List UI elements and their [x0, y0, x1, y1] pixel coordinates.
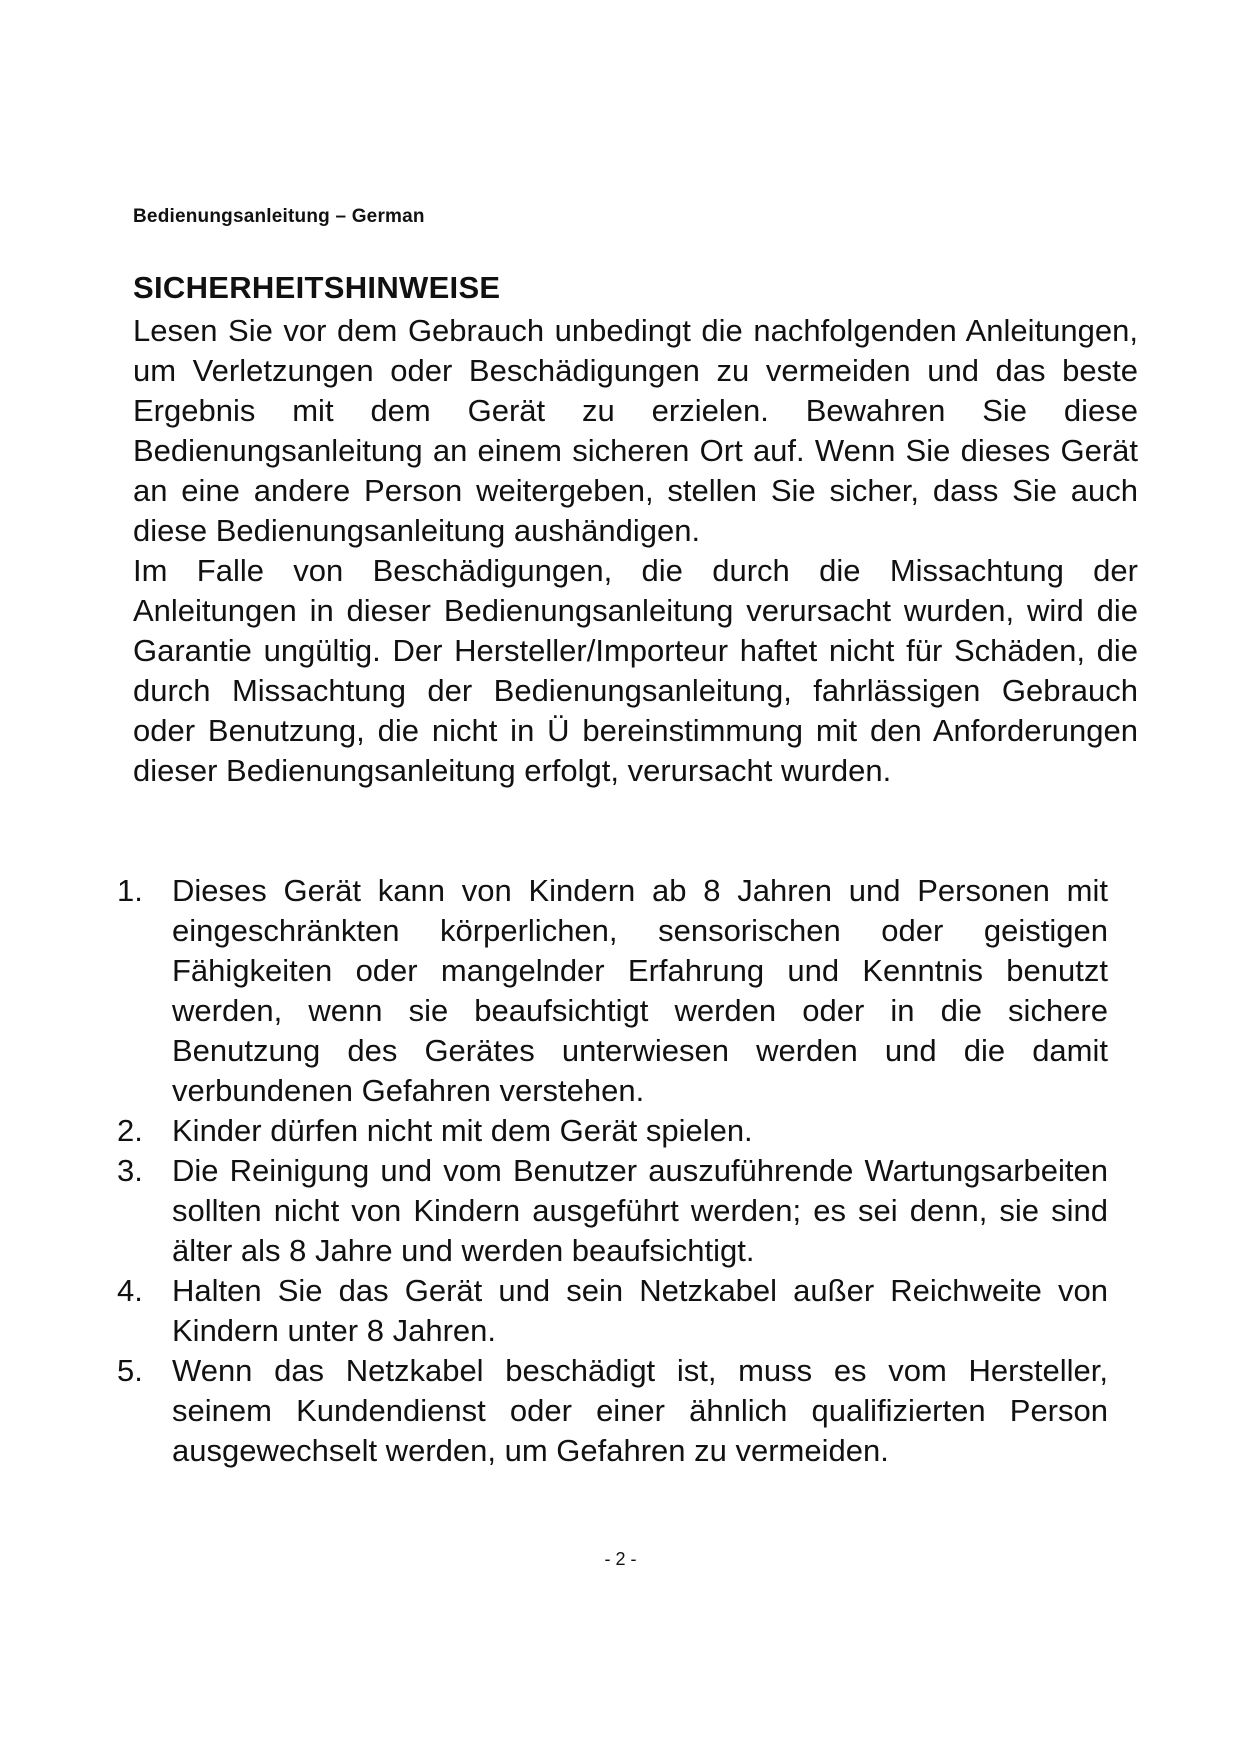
list-item-number: 2.: [117, 1113, 143, 1148]
list-item-number: 5.: [117, 1353, 143, 1388]
list-item-text: Kinder dürfen nicht mit dem Gerät spielen.: [172, 1113, 753, 1148]
list-item: [0, 1351, 1241, 1471]
list-item-text: Halten Sie das Gerät und sein Netzkabel außer Reichweite von Kindern unter 8 Jahren.: [172, 1273, 1108, 1348]
intro-paragraph: Lesen Sie vor dem Gebrauch unbedingt die nachfolgenden Anleitungen, um Verletzungen oder Beschädigungen zu vermeiden und das beste Ergebnis mit dem Gerät zu erzielen. Bewahren Sie diese Bedienungsanleitung an einem sicheren Ort auf. Wenn Sie dieses Gerät an eine andere Person weitergeben, stellen Sie sicher, dass Sie auch diese Bedienungsanleitung aushändigen.: [133, 313, 1138, 548]
list-item: [0, 1271, 1241, 1351]
list-item-number: 4.: [117, 1273, 143, 1308]
intro-text: [133, 311, 1138, 791]
section-title: SICHERHEITSHINWEISE: [133, 270, 501, 305]
page-number: - 2 -: [604, 1549, 637, 1569]
list-item-text: Dieses Gerät kann von Kindern ab 8 Jahren und Personen mit eingeschränkten körperlichen, sensorischen oder geistigen Fähigkeiten oder mangelnder Erfahrung und Kenntnis benutzt werden, wenn sie beaufsichtigt werden oder in die sichere Benutzung des Gerätes unterwiesen werden und die damit verbundenen Gefahren verstehen.: [172, 873, 1108, 1108]
intro-paragraph: Im Falle von Beschädigungen, die durch die Missachtung der Anleitungen in dieser Bedienungsanleitung verursacht wurden, wird die Garantie ungültig. Der Hersteller/Importeur haftet nicht für Schäden, die durch Missachtung der Bedienungsanleitung, fahrlässigen Gebrauch oder Benutzung, die nicht in Ü bereinstimmung mit den Anforderungen dieser Bedienungsanleitung erfolgt, verursacht wurden.: [133, 553, 1138, 788]
list-item-text: Wenn das Netzkabel beschädigt ist, muss es vom Hersteller, seinem Kundendienst oder einer ähnlich qualifizierten Person ausgewechselt werden, um Gefahren zu vermeiden.: [172, 1353, 1108, 1468]
list-item: [0, 1111, 1241, 1151]
list-item: [0, 1151, 1241, 1271]
document-header-label: Bedienungsanleitung – German: [133, 206, 425, 227]
safety-rules-list: [0, 871, 1241, 1471]
list-item-text: Die Reinigung und vom Benutzer auszuführende Wartungsarbeiten sollten nicht von Kindern ausgeführt werden; es sei denn, sie sind älter als 8 Jahre und werden beaufsichtigt.: [172, 1153, 1108, 1268]
list-item: [0, 871, 1241, 1111]
list-item-number: 3.: [117, 1153, 143, 1188]
list-item-number: 1.: [117, 873, 143, 908]
